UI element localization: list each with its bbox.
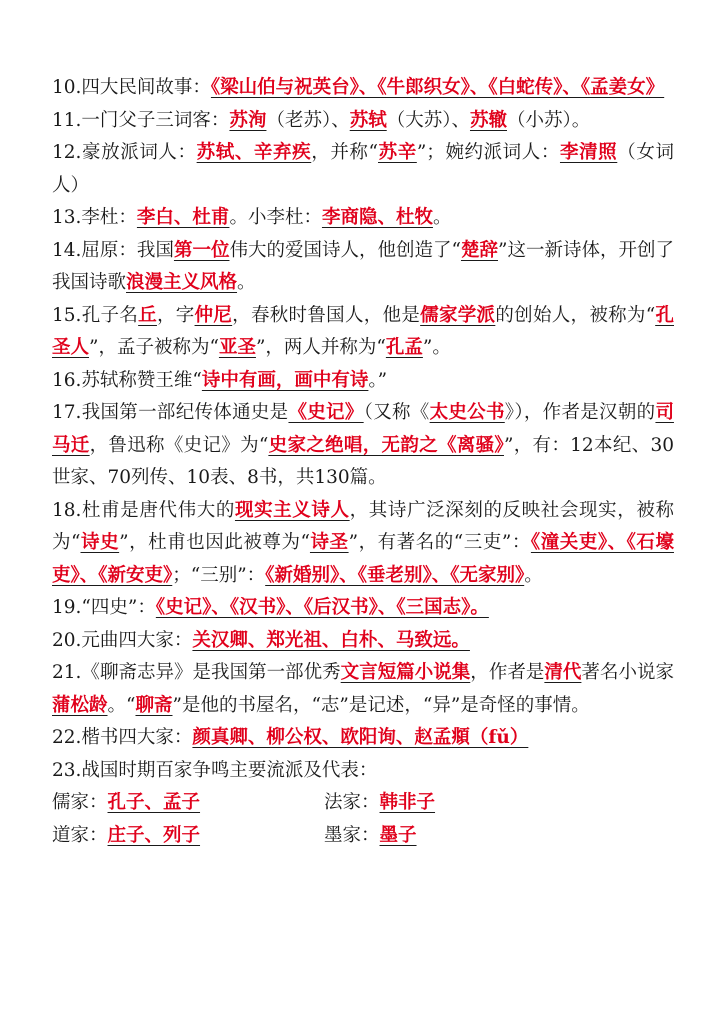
answer-text: 苏洵 bbox=[229, 109, 267, 131]
question-text: （女词人） bbox=[52, 142, 674, 196]
question-text: 18.杜甫是唐代伟大的 bbox=[52, 499, 235, 521]
answer-text: 丘 bbox=[138, 304, 157, 326]
question-text: 。小李杜： bbox=[229, 207, 322, 228]
school-entry bbox=[52, 787, 324, 820]
schools-grid bbox=[52, 787, 674, 852]
study-notes bbox=[52, 72, 674, 852]
answer-text: 颜真卿、柳公权、欧阳询、赵孟頫（fǔ） bbox=[192, 727, 529, 748]
answer-text: 孔圣人 bbox=[52, 304, 674, 358]
answer-text: 现实主义诗人 bbox=[234, 499, 350, 521]
question-text: ”这一新诗体，开创了我国诗歌 bbox=[52, 239, 674, 293]
answer-text: 苏轼、辛弃疾 bbox=[196, 142, 312, 163]
school-answer: 墨子 bbox=[379, 824, 417, 846]
school-answer: 韩非子 bbox=[379, 792, 436, 813]
question-text: 16.苏轼称赞王维“ bbox=[52, 369, 202, 391]
school-entry bbox=[324, 820, 624, 853]
knowledge-item-16 bbox=[52, 365, 674, 398]
knowledge-item-10 bbox=[52, 72, 674, 105]
school-label: 道家： bbox=[52, 824, 108, 846]
answer-text: 儒家学派 bbox=[420, 304, 496, 326]
question-text: ”，杜甫也因此被尊为“ bbox=[119, 532, 310, 553]
question-text: 21.《聊斋志异》是我国第一部优秀 bbox=[52, 662, 341, 683]
answer-text: 清代 bbox=[544, 662, 582, 683]
question-text: 伟大的爱国诗人，他创造了“ bbox=[229, 239, 461, 261]
answer-text: 文言短篇小说集 bbox=[340, 662, 471, 683]
knowledge-item-23 bbox=[52, 755, 674, 788]
answer-text: 楚辞 bbox=[460, 239, 498, 261]
question-text: （又称《 bbox=[363, 402, 430, 423]
answer-text: 孔孟 bbox=[385, 337, 423, 358]
knowledge-list bbox=[52, 72, 674, 787]
question-text: ”，有：12本纪、30世家、70列传、10表、8书，共130篇。 bbox=[52, 434, 674, 488]
answer-text: 《史记》、《汉书》、《后汉书》、《三国志》。 bbox=[155, 597, 489, 618]
knowledge-item-19 bbox=[52, 592, 674, 625]
school-label: 墨家： bbox=[324, 824, 380, 846]
question-text: 12.豪放派词人： bbox=[52, 142, 197, 163]
question-text: 22.楷书四大家： bbox=[52, 727, 193, 748]
knowledge-item-20 bbox=[52, 625, 674, 658]
question-text: 的创始人，被称为“ bbox=[495, 304, 656, 326]
answer-text: 司马迁 bbox=[52, 402, 674, 456]
school-answer: 孔子、孟子 bbox=[107, 792, 201, 813]
knowledge-item-11 bbox=[52, 105, 674, 138]
answer-text: 浪漫主义风格 bbox=[126, 272, 238, 293]
question-text: ，字 bbox=[156, 304, 195, 326]
question-text: 14.屈原：我国 bbox=[52, 239, 174, 261]
question-text: 。 bbox=[237, 272, 256, 293]
knowledge-item-21 bbox=[52, 657, 674, 722]
answer-text: 诗史 bbox=[80, 532, 120, 553]
answer-text: 《新婚别》、《垂老别》、《无家别》 bbox=[265, 564, 525, 586]
question-text: ，作者是 bbox=[470, 662, 545, 683]
school-label: 儒家： bbox=[52, 792, 108, 813]
answer-text: 聊斋 bbox=[135, 694, 173, 716]
question-text: 著名小说家 bbox=[581, 662, 674, 683]
question-text: ”是他的书屋名，“志”是记述，“异”是奇怪的事情。 bbox=[172, 694, 590, 716]
question-text: （老苏）、 bbox=[266, 109, 350, 131]
knowledge-item-22 bbox=[52, 722, 674, 755]
question-text: ”，有著名的“三吏”： bbox=[348, 532, 531, 553]
school-label: 法家： bbox=[324, 792, 380, 813]
answer-text: 《史记》 bbox=[288, 402, 364, 423]
knowledge-item-17 bbox=[52, 397, 674, 495]
school-entry bbox=[324, 787, 624, 820]
answer-text: 李清照 bbox=[559, 142, 618, 163]
question-text: （大苏）、 bbox=[386, 109, 470, 131]
answer-text: 诗圣 bbox=[309, 532, 349, 553]
knowledge-item-13 bbox=[52, 202, 674, 235]
question-text: 。” bbox=[368, 369, 388, 391]
answer-text: 诗中有画，画中有诗 bbox=[201, 369, 369, 391]
question-text: 17.我国第一部纪传体通史是 bbox=[52, 402, 289, 423]
answer-text: 亚圣 bbox=[218, 337, 256, 358]
answer-text: 史家之绝唱，无韵之《离骚》 bbox=[268, 434, 504, 456]
question-text: ，并称“ bbox=[311, 142, 378, 163]
question-text: 。 bbox=[524, 564, 543, 586]
question-text: 10.四大民间故事： bbox=[52, 77, 211, 98]
answer-text: 第一位 bbox=[173, 239, 230, 261]
question-text: ；“三别”： bbox=[172, 564, 266, 586]
answer-text: 《潼关吏》、《石壕吏》、《新安吏》 bbox=[52, 532, 674, 586]
question-text: 15.孔子名 bbox=[52, 304, 139, 326]
answer-text: 李商隐、杜牧 bbox=[321, 207, 433, 228]
knowledge-item-15 bbox=[52, 300, 674, 365]
question-text: 。“ bbox=[107, 694, 136, 716]
question-text: 11.一门父子三词客： bbox=[52, 109, 230, 131]
question-text: 19.“四史”： bbox=[52, 597, 156, 618]
knowledge-item-18 bbox=[52, 495, 674, 593]
question-text: ，其诗广泛深刻的反映社会现实，被称为“ bbox=[52, 499, 674, 553]
answer-text: 苏辙 bbox=[469, 109, 507, 131]
question-text: 13.李杜： bbox=[52, 207, 137, 228]
question-text: ”，孟子被称为“ bbox=[89, 337, 219, 358]
question-text: ”；婉约派词人： bbox=[416, 142, 560, 163]
answer-text: 李白、杜甫 bbox=[136, 207, 230, 228]
knowledge-item-12 bbox=[52, 137, 674, 202]
answer-text: 苏轼 bbox=[349, 109, 387, 131]
school-entry bbox=[52, 820, 324, 853]
answer-text: 太史公书 bbox=[429, 402, 505, 423]
question-text: ”，两人并称为“ bbox=[255, 337, 386, 358]
question-text: 23.战国时期百家争鸣主要流派及代表： bbox=[52, 759, 378, 781]
question-text: （小苏）。 bbox=[507, 109, 591, 131]
question-text: ，鲁迅称《史记》为“ bbox=[89, 434, 269, 456]
answer-text: 仲尼 bbox=[194, 304, 233, 326]
question-text: 。 bbox=[432, 207, 452, 228]
answer-text: 关汉卿、郑光祖、白朴、马致远。 bbox=[192, 629, 470, 651]
question-text: ”。 bbox=[422, 337, 451, 358]
answer-text: 《梁山伯与祝英台》、《牛郎织女》、《白蛇传》、《孟姜女》 bbox=[210, 77, 665, 98]
question-text: 》），作者是汉朝的 bbox=[504, 402, 656, 423]
school-answer: 庄子、列子 bbox=[107, 824, 201, 846]
question-text: 20.元曲四大家： bbox=[52, 629, 193, 651]
answer-text: 苏辛 bbox=[378, 142, 417, 163]
knowledge-item-14 bbox=[52, 235, 674, 300]
question-text: ，春秋时鲁国人，他是 bbox=[232, 304, 421, 326]
answer-text: 蒲松龄 bbox=[52, 694, 108, 716]
